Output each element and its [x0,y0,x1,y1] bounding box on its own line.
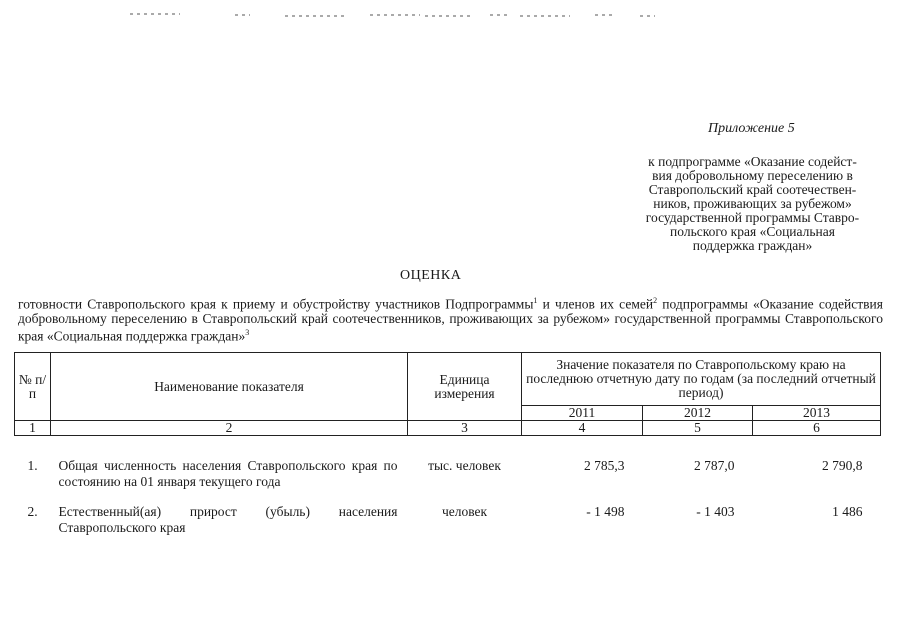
header-indicator-name: Наименование показателя [51,353,408,421]
table-spacer [15,436,881,459]
subtitle-part: готовности Ставропольского края к приему и обустройству участников Подпрограммы [18,296,534,312]
program-reference-line: ников, проживающих за рубежом» [653,196,852,211]
column-number: 1 [15,421,51,436]
header-year: 2011 [522,406,643,421]
row-indicator-name: Общая численность населения Ставропольского края по состоянию на 01 января текущего года [58,458,398,489]
header-number: № п/п [15,353,51,421]
table-column-numbers-row [15,421,881,436]
subtitle-part: и членов их семей [537,296,654,312]
row-unit: тыс. человек [428,458,501,473]
column-number: 5 [643,421,753,436]
header-year: 2013 [753,406,881,421]
header-unit: Единица измерения [408,353,522,421]
row-unit: человек [441,504,488,519]
row-value-2012: 2 787,0 [694,458,735,473]
table-row [15,504,881,536]
row-value-2013: 1 486 [832,504,863,519]
scan-artifact-marks [0,0,905,20]
header-year: 2012 [643,406,753,421]
program-reference [620,155,885,253]
document-title: ОЦЕНКА [400,268,462,283]
row-value-2011: - 1 498 [586,504,625,519]
header-value-group: Значение показателя по Ставропольскому краю на последнюю отчетную дату по годам (за последний отчетный период) [522,353,881,406]
column-number: 3 [408,421,522,436]
column-number: 2 [51,421,408,436]
footnote-marker: 3 [245,327,250,337]
row-number: 1. [27,458,38,473]
row-value-2011: 2 785,3 [584,458,625,473]
subtitle-part: подпрограммы «Оказание содействия добровольному переселению в Ставропольский край соотечественников, проживающих за рубежом» государственной программы Ставропольского края «Социальная поддержка граждан» [18,296,883,343]
table-header-row [15,353,881,406]
footnote-marker: 1 [533,296,538,305]
program-reference-line: к подпрограмме «Оказание содейст- [648,154,857,169]
indicators-table [14,352,881,536]
table-row [15,458,881,490]
table-spacer [15,490,881,504]
column-number: 6 [753,421,881,436]
row-number: 2. [27,504,38,519]
row-value-2012: - 1 403 [696,504,735,519]
program-reference-line: поддержка граждан» [692,238,813,253]
row-indicator-name: Естественный(ая) прирост (убыль) населения Ставропольского края [58,504,398,535]
footnote-marker: 2 [653,296,658,305]
document-subtitle [18,294,883,343]
column-number: 4 [522,421,643,436]
program-reference-line: польского края «Социальная [670,224,835,239]
appendix-label: Приложение 5 [708,121,795,136]
program-reference-line: Ставропольский край соотечествен- [648,182,857,197]
program-reference-line: государственной программы Ставро- [645,210,860,225]
row-value-2013: 2 790,8 [822,458,863,473]
program-reference-line: вия добровольному переселению в [652,168,853,183]
